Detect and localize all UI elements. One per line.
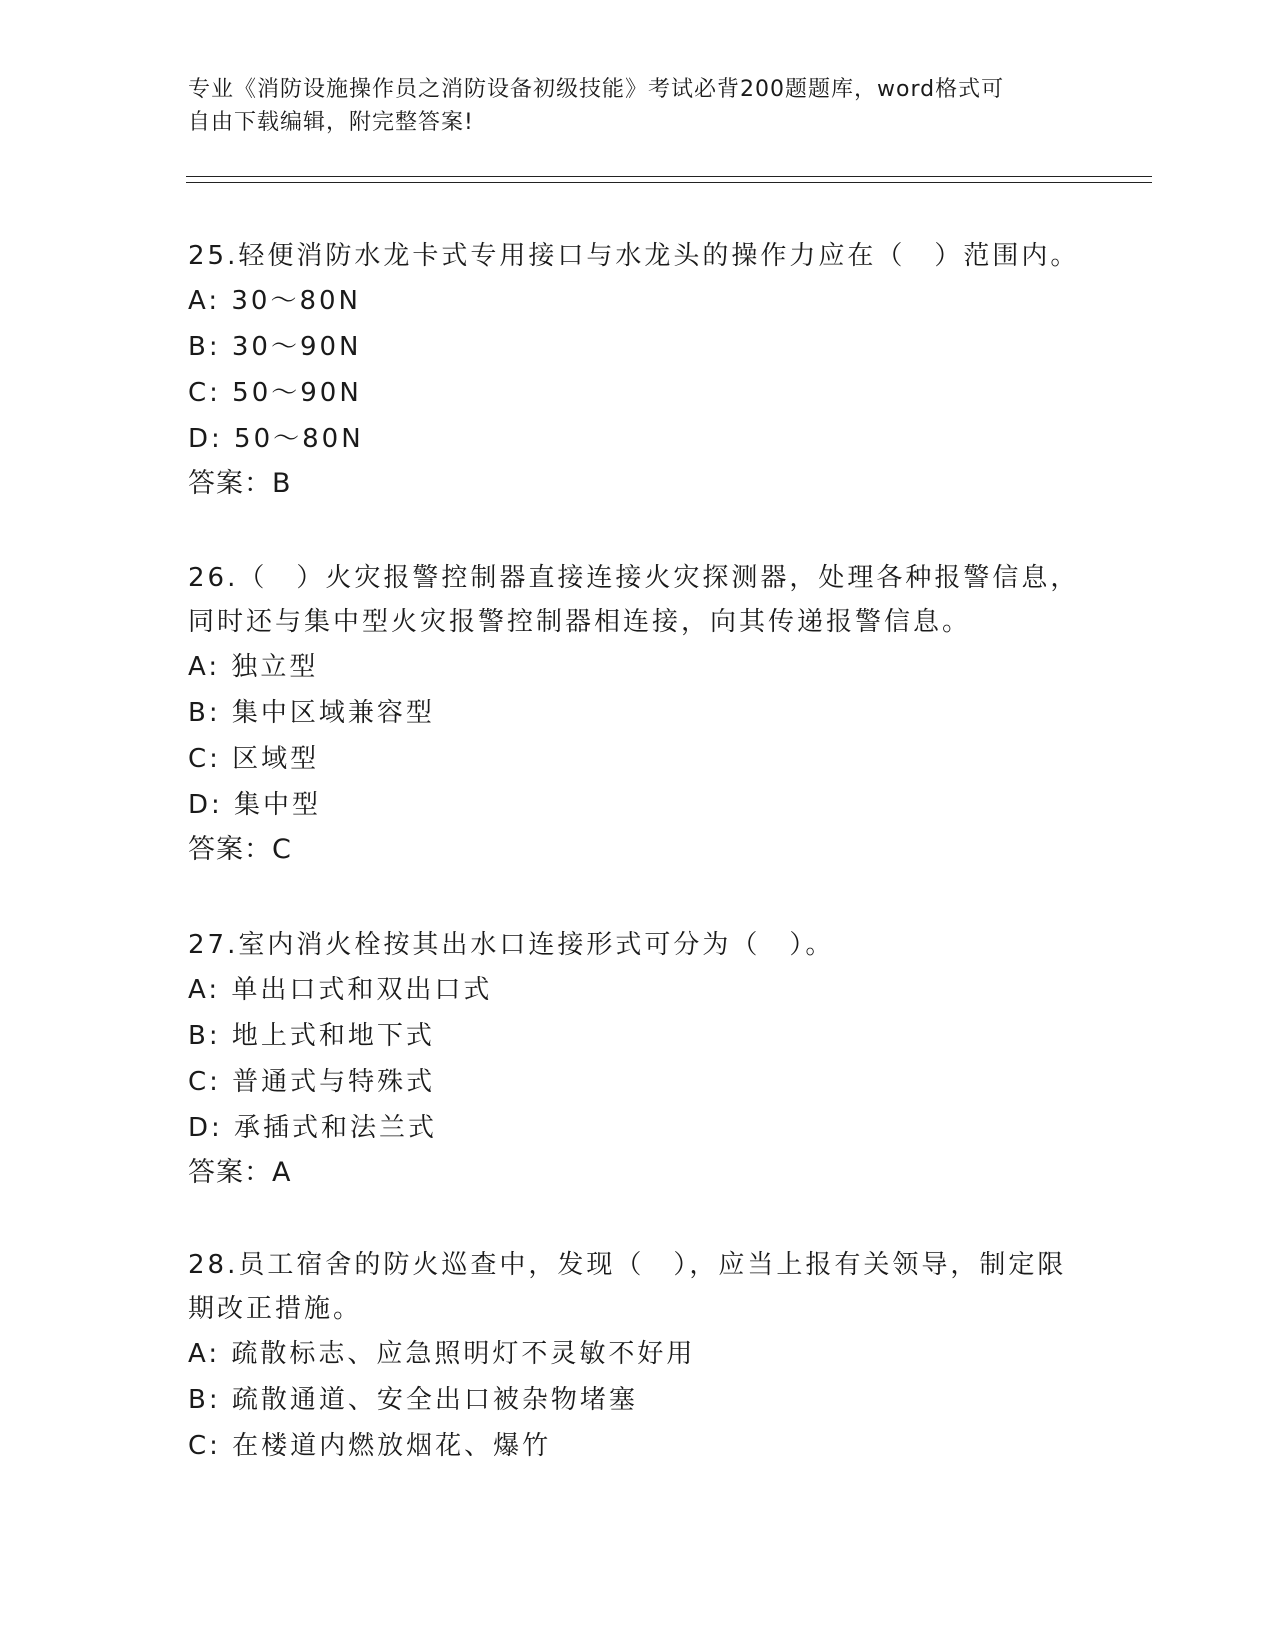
- header-line-2: 自由下载编辑，附完整答案!: [188, 110, 474, 135]
- option-d: D: 50～80N: [188, 424, 364, 454]
- question-stem-line-1: 26.（ ）火灾报警控制器直接连接火灾探测器，处理各种报警信息，: [188, 563, 1080, 593]
- option-b: B: 集中区域兼容型: [188, 698, 435, 728]
- option-c: C: 在楼道内燃放烟花、爆竹: [188, 1431, 552, 1461]
- option-a: A: 独立型: [188, 652, 319, 682]
- header-rule-top: [186, 176, 1152, 177]
- option-a: A: 疏散标志、应急照明灯不灵敏不好用: [188, 1339, 696, 1369]
- question-stem-line-1: 28.员工宿舍的防火巡查中，发现（ ），应当上报有关领导，制定限: [188, 1250, 1067, 1280]
- answer: 答案：A: [188, 1157, 292, 1188]
- option-d: D: 集中型: [188, 790, 322, 820]
- question-25: [188, 234, 1088, 506]
- question-stem: 27.室内消火栓按其出水口连接形式可分为（ ）。: [188, 930, 835, 960]
- option-b: B: 地上式和地下式: [188, 1021, 435, 1051]
- header-line-1: 专业《消防设施操作员之消防设备初级技能》考试必背200题题库，word格式可: [188, 77, 1005, 102]
- document-header: [188, 73, 1068, 139]
- question-27: [188, 923, 1088, 1195]
- question-26: [188, 556, 1088, 872]
- option-c: C: 区域型: [188, 744, 320, 774]
- answer: 答案：B: [188, 468, 292, 499]
- option-a: A: 30～80N: [188, 286, 361, 316]
- question-28: [188, 1243, 1088, 1469]
- question-stem: 25.轻便消防水龙卡式专用接口与水龙头的操作力应在（ ）范围内。: [188, 241, 1080, 271]
- question-stem-line-2: 期改正措施。: [188, 1294, 363, 1324]
- question-stem-line-2: 同时还与集中型火灾报警控制器相连接，向其传递报警信息。: [188, 607, 972, 637]
- option-a: A: 单出口式和双出口式: [188, 975, 493, 1005]
- option-d: D: 承插式和法兰式: [188, 1113, 438, 1143]
- option-c: C: 普通式与特殊式: [188, 1067, 436, 1097]
- header-rule-bottom: [186, 182, 1152, 183]
- option-b: B: 疏散通道、安全出口被杂物堵塞: [188, 1385, 638, 1415]
- option-b: B: 30～90N: [188, 332, 362, 362]
- option-c: C: 50～90N: [188, 378, 362, 408]
- answer: 答案：C: [188, 834, 292, 865]
